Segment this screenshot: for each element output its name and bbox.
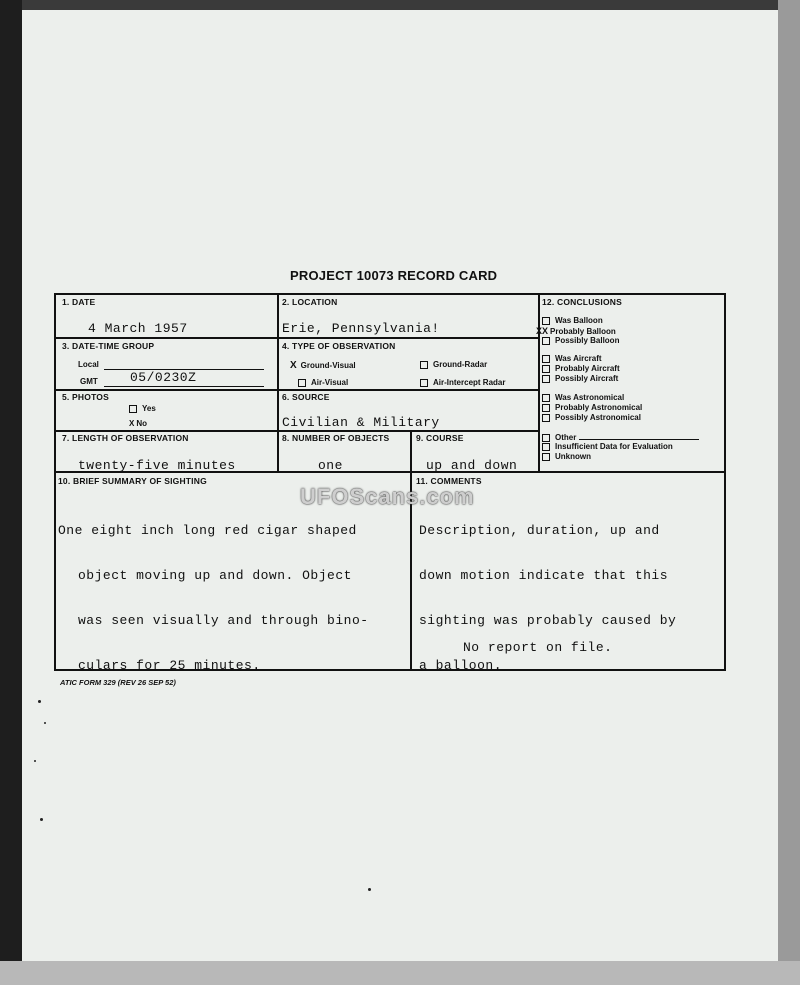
- comment-line: down motion indicate that this: [419, 568, 669, 583]
- scan-speck: [368, 888, 371, 891]
- checkbox: [542, 394, 550, 402]
- conclusion-label: Possibly Astronomical: [555, 413, 641, 422]
- scan-speck: [40, 818, 43, 821]
- checkbox: [420, 379, 428, 387]
- source-label: 6. SOURCE: [282, 392, 330, 402]
- gmt-value: 05/0230Z: [130, 370, 197, 385]
- course-value: up and down: [426, 458, 518, 473]
- comment-line: sighting was probably caused by: [419, 613, 677, 628]
- scan-speck: [44, 722, 46, 724]
- conclusion-item: [542, 452, 591, 462]
- conclusion-label: Insufficient Data for Evaluation: [555, 442, 673, 451]
- photos-no-mark: X: [129, 419, 135, 428]
- conclusion-item: [542, 393, 624, 403]
- checkbox: [542, 355, 550, 363]
- summary-line: object moving up and down. Object: [78, 568, 352, 583]
- conclusion-label: Unknown: [555, 452, 591, 461]
- checkbox: [542, 404, 550, 412]
- course-label: 9. COURSE: [416, 433, 464, 443]
- photos-no-option: [129, 419, 147, 428]
- watermark: UFOScans.com: [300, 484, 475, 509]
- checkbox: [542, 414, 550, 422]
- checkbox: [298, 379, 306, 387]
- scan-speck: [38, 700, 41, 703]
- conclusion-item: [542, 364, 620, 374]
- ground-radar-option: [420, 360, 487, 369]
- comment-line: a balloon.: [419, 658, 503, 673]
- rule: [538, 294, 540, 471]
- conclusion-label: Probably Balloon: [550, 327, 616, 336]
- photos-yes-option: [129, 404, 156, 413]
- conclusion-label: Probably Astronomical: [555, 403, 643, 412]
- summary-line: One eight inch long red cigar shaped: [58, 523, 357, 538]
- comments-text: [419, 493, 676, 703]
- scan-edge-right: [778, 0, 800, 985]
- conclusion-label: Probably Aircraft: [555, 364, 620, 373]
- rule: [277, 294, 279, 471]
- conclusion-item: [542, 316, 603, 326]
- checkbox: [542, 443, 550, 451]
- photos-label: 5. PHOTOS: [62, 392, 109, 402]
- length-of-observation-value: twenty-five minutes: [78, 458, 236, 473]
- photos-no-label: No: [136, 419, 148, 428]
- conclusion-item: [542, 374, 618, 384]
- summary-line: was seen visually and through bino-: [78, 613, 369, 628]
- date-value: 4 March 1957: [88, 321, 188, 336]
- checkbox: [542, 453, 550, 461]
- rule: [55, 389, 538, 391]
- rule: [410, 430, 412, 670]
- form-id: ATIC FORM 329 (REV 26 SEP 52): [60, 678, 176, 687]
- summary-line: culars for 25 minutes.: [78, 658, 261, 673]
- conclusion-item: [542, 354, 602, 364]
- conclusion-label: Other: [555, 433, 577, 442]
- rule: [55, 337, 538, 339]
- checkbox: [542, 375, 550, 383]
- brief-summary-text: [58, 493, 369, 703]
- air-intercept-radar-option: [420, 378, 505, 387]
- conclusion-label: Was Aircraft: [555, 354, 602, 363]
- checkbox: [542, 317, 550, 325]
- conclusions-label: 12. CONCLUSIONS: [542, 297, 622, 307]
- conclusion-label: Was Astronomical: [555, 393, 625, 402]
- photos-yes-label: Yes: [142, 404, 156, 413]
- ground-visual-label: Ground-Visual: [300, 361, 356, 370]
- air-visual-option: [298, 378, 348, 387]
- checkbox: [542, 365, 550, 373]
- gmt-label: GMT: [80, 377, 98, 386]
- card-title: PROJECT 10073 RECORD CARD: [290, 268, 498, 283]
- number-of-objects-label: 8. NUMBER OF OBJECTS: [282, 433, 390, 443]
- conclusion-item: [542, 442, 673, 452]
- checkbox: [542, 434, 550, 442]
- checkbox: [420, 361, 428, 369]
- conclusion-item: [542, 403, 642, 413]
- location-label: 2. LOCATION: [282, 297, 338, 307]
- conclusion-label: Possibly Balloon: [555, 336, 620, 345]
- comment-line: Description, duration, up and: [419, 523, 660, 538]
- no-report-note: No report on file.: [463, 640, 613, 655]
- source-value: Civilian & Military: [282, 415, 440, 430]
- other-line: [579, 432, 699, 440]
- ground-radar-label: Ground-Radar: [433, 360, 488, 369]
- checkbox: [542, 337, 550, 345]
- conclusion-label: Was Balloon: [555, 316, 603, 325]
- rule: [55, 430, 538, 432]
- scan-edge-bottom: [0, 961, 800, 985]
- gmt-line: [104, 386, 264, 387]
- scan-edge-left: [0, 0, 22, 985]
- option-mark: X: [290, 360, 297, 371]
- date-time-group-label: 3. DATE-TIME GROUP: [62, 341, 155, 351]
- number-of-objects-value: one: [318, 458, 343, 473]
- conclusion-item: [542, 413, 641, 423]
- comments-label: 11. COMMENTS: [416, 476, 482, 486]
- conclusion-label: Possibly Aircraft: [555, 374, 619, 383]
- length-of-observation-label: 7. LENGTH OF OBSERVATION: [62, 433, 189, 443]
- air-visual-label: Air-Visual: [311, 378, 349, 387]
- checkbox: [129, 405, 137, 413]
- brief-summary-label: 10. BRIEF SUMMARY OF SIGHTING: [58, 476, 207, 486]
- ground-visual-option: [290, 360, 356, 371]
- conclusion-item: [542, 336, 619, 346]
- location-value: Erie, Pennsylvania!: [282, 321, 440, 336]
- air-intercept-radar-label: Air-Intercept Radar: [433, 378, 506, 387]
- conclusion-mark: XX: [536, 326, 549, 336]
- date-label: 1. DATE: [62, 297, 96, 307]
- local-label: Local: [78, 360, 99, 369]
- scan-speck: [34, 760, 36, 762]
- type-of-observation-label: 4. TYPE OF OBSERVATION: [282, 341, 396, 351]
